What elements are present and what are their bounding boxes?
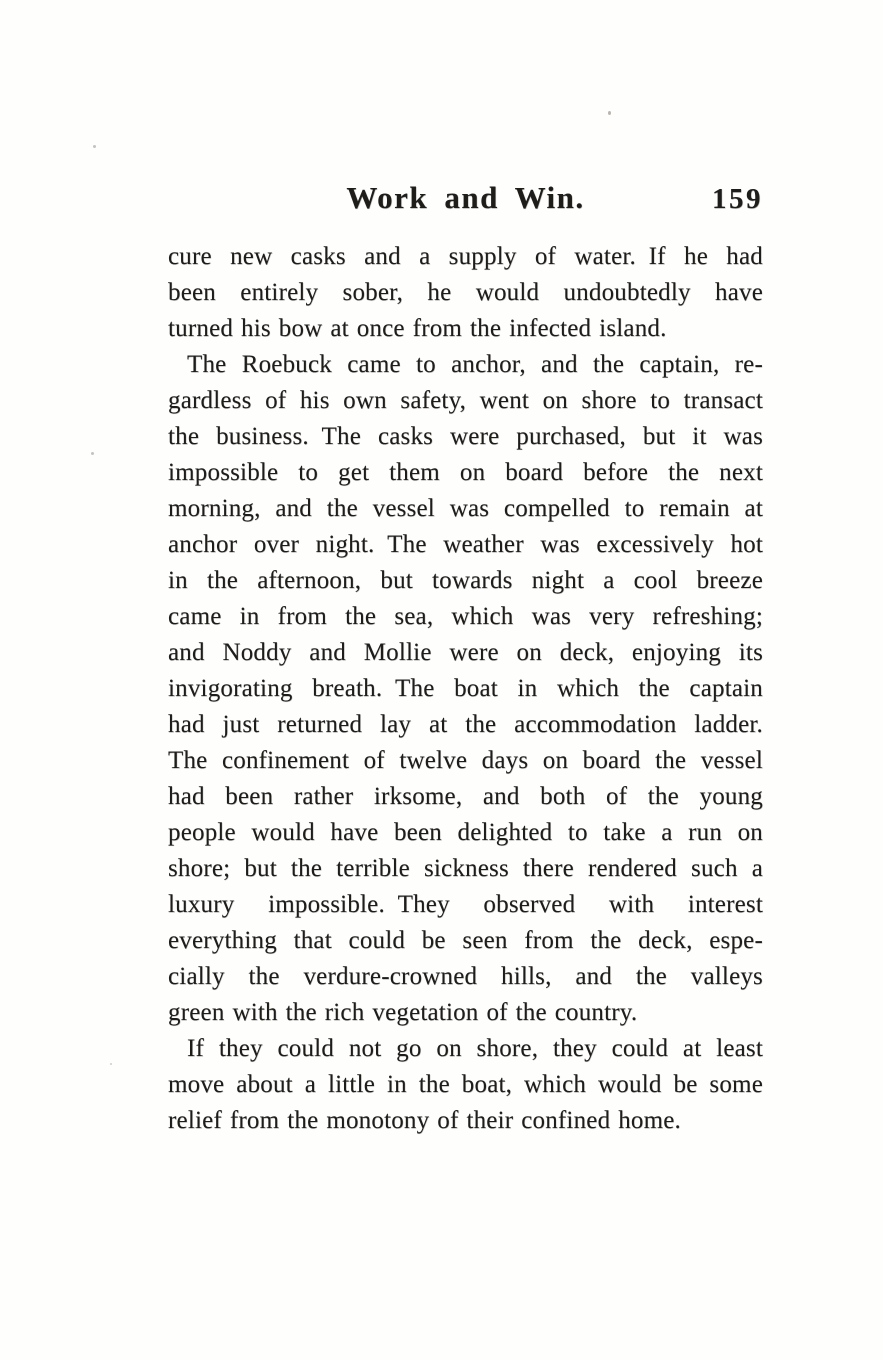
text-line: in the afternoon, but towards night a cool breeze — [168, 567, 763, 594]
text-line: had just returned lay at the accommodation ladder. — [168, 711, 763, 738]
scan-speck — [93, 145, 96, 148]
paragraph — [168, 239, 763, 347]
running-title: Work and Win. — [346, 180, 585, 215]
text-line: If they could not go on shore, they could at least — [187, 1035, 763, 1062]
text-line: and Noddy and Mollie were on deck, enjoying its — [168, 639, 763, 666]
text-line: turned his bow at once from the infected island. — [168, 315, 667, 342]
text-line: cure new casks and a supply of water. If he had — [168, 243, 763, 270]
text-line: cially the verdure-crowned hills, and the valleys — [168, 963, 763, 990]
page-header — [168, 180, 763, 220]
text-line: shore; but the terrible sickness there rendered such a — [168, 855, 763, 882]
text-line: The Roebuck came to anchor, and the captain, re- — [187, 351, 763, 378]
scan-speck — [608, 111, 611, 115]
text-line: people would have been delighted to take a run on — [168, 819, 763, 846]
paragraph — [168, 347, 763, 1031]
text-line: luxury impossible. They observed with interest — [168, 891, 763, 918]
text-line: anchor over night. The weather was excessively hot — [168, 531, 763, 558]
page-number: 159 — [712, 183, 763, 215]
text-line: invigorating breath. The boat in which the captain — [168, 675, 763, 702]
scan-speck — [91, 452, 94, 455]
text-line: relief from the monotony of their confined home. — [168, 1107, 682, 1134]
paragraph — [168, 1031, 763, 1139]
text-line: morning, and the vessel was compelled to remain at — [168, 495, 763, 522]
scan-speck — [110, 1063, 112, 1065]
text-line: The confinement of twelve days on board the vessel — [168, 747, 763, 774]
text-line: move about a little in the boat, which would be some — [168, 1071, 763, 1098]
text-line: had been rather irksome, and both of the young — [168, 783, 763, 810]
text-body — [168, 239, 763, 1139]
text-line: green with the rich vegetation of the country. — [168, 999, 638, 1026]
text-line: gardless of his own safety, went on shore to transact — [168, 387, 763, 414]
text-line: came in from the sea, which was very refreshing; — [168, 603, 763, 630]
text-line: the business. The casks were purchased, but it was — [168, 423, 763, 450]
text-line: impossible to get them on board before the next — [168, 459, 763, 486]
text-line: everything that could be seen from the deck, espe- — [168, 927, 763, 954]
text-line: been entirely sober, he would undoubtedly have — [168, 279, 763, 306]
